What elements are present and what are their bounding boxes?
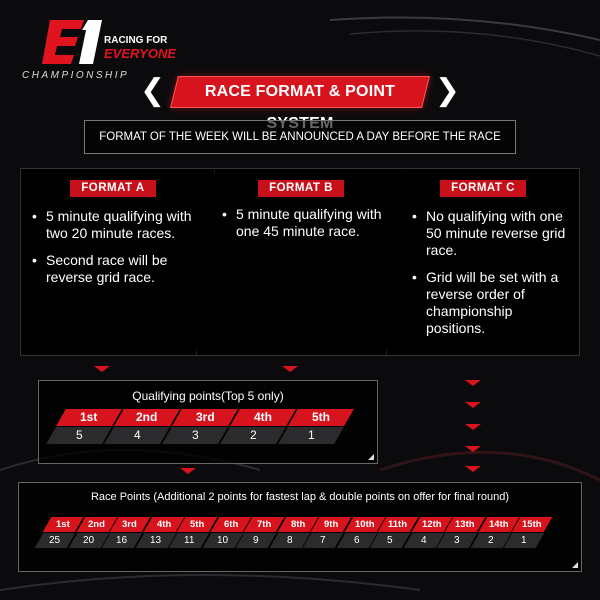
title-banner (140, 72, 460, 112)
race-position: 15th (512, 517, 554, 532)
race-points: 1 (504, 533, 546, 548)
qualifying-points-box (38, 380, 378, 464)
tagline-line-2: EVERYONE (104, 46, 177, 61)
format-c-code: C (506, 182, 515, 194)
race-points: 4 (403, 533, 445, 548)
arrow-down-icon (465, 466, 481, 472)
race-position: 5th (177, 517, 219, 532)
race-points: 8 (269, 533, 311, 548)
race-position: 2nd (76, 517, 118, 532)
race-position: 10th (344, 517, 386, 532)
race-position: 9th (311, 517, 353, 532)
format-b-bullet: • 5 minute qualifying with one 45 minute race. (222, 206, 387, 240)
chevron-right-icon: ❯ (434, 73, 460, 108)
arrow-down-icon (180, 468, 196, 474)
race-points: 10 (202, 533, 244, 548)
announcement-bar: FORMAT OF THE WEEK WILL BE ANNOUNCED A DAY BEFORE THE RACE (84, 120, 516, 154)
qualifying-position: 4th (230, 409, 298, 426)
race-position: 12th (411, 517, 453, 532)
race-points: 2 (470, 533, 512, 548)
race-points: 7 (303, 533, 345, 548)
tagline-line-1: RACING FOR (104, 35, 168, 46)
page-title: RACE FORMAT & POINT (204, 83, 396, 100)
race-position: 4th (143, 517, 185, 532)
format-a-code: A (135, 182, 145, 194)
race-position: 11th (378, 517, 420, 532)
qualifying-points: 5 (46, 427, 114, 444)
qualifying-position: 2nd (114, 409, 182, 426)
race-points-row (39, 533, 542, 548)
race-position: 3rd (110, 517, 152, 532)
arrow-down-icon (465, 402, 481, 408)
race-points: 25 (35, 533, 77, 548)
format-a-tag (70, 180, 156, 197)
race-points-box (18, 482, 582, 572)
race-position: 1st (43, 517, 85, 532)
format-a-bullet: • 5 minute qualifying with two 20 minute races. (32, 208, 197, 242)
format-a-label: FORMAT (81, 182, 133, 194)
race-points: 11 (169, 533, 211, 548)
race-points: 5 (370, 533, 412, 548)
arrow-down-icon (465, 446, 481, 452)
format-c-tag (440, 180, 526, 197)
race-position: 6th (210, 517, 252, 532)
e1-logo-icon (40, 18, 114, 68)
race-points: 20 (68, 533, 110, 548)
format-c-text (412, 208, 572, 347)
qualifying-position: 3rd (172, 409, 240, 426)
qualifying-points: 4 (104, 427, 172, 444)
race-position: 13th (445, 517, 487, 532)
qualifying-position: 1st (56, 409, 124, 426)
format-a-bullet: • Second race will be reverse grid race. (32, 252, 197, 286)
race-points: 13 (135, 533, 177, 548)
qualifying-points: 2 (220, 427, 288, 444)
qualifying-points: 3 (162, 427, 230, 444)
logo-championship: CHAMPIONSHIP (22, 70, 130, 81)
race-points-title: Race Points (Additional 2 points for fastest lap & double points on offer for final round) (90, 491, 510, 503)
race-position: 7th (244, 517, 286, 532)
format-c-label: FORMAT (451, 182, 503, 194)
arrow-down-icon (465, 424, 481, 430)
chevron-left-icon: ❮ (140, 73, 166, 108)
arrow-down-icon (465, 380, 481, 386)
qualifying-title: Qualifying points(Top 5 only) (132, 389, 284, 403)
race-points: 9 (236, 533, 278, 548)
arrow-down-icon (282, 366, 298, 372)
qualifying-points: 1 (278, 427, 346, 444)
format-a-text (32, 208, 197, 296)
qualifying-positions-row (61, 409, 351, 426)
race-positions-row (47, 517, 550, 532)
logo-tagline (104, 34, 176, 60)
qualifying-points-row (51, 427, 341, 444)
qualifying-position: 5th (288, 409, 356, 426)
arrow-down-icon (94, 366, 110, 372)
race-position: 8th (277, 517, 319, 532)
race-points: 16 (102, 533, 144, 548)
format-c-bullet: • Grid will be set with a reverse order of championship positions. (412, 269, 572, 337)
race-position: 14th (478, 517, 520, 532)
format-b-tag (258, 180, 344, 197)
race-points: 6 (336, 533, 378, 548)
format-b-code: B (324, 182, 333, 194)
corner-marker-icon (368, 454, 374, 460)
corner-marker-icon (572, 562, 578, 568)
format-b-text (222, 206, 387, 250)
format-c-bullet: • No qualifying with one 50 minute reverse grid race. (412, 208, 572, 259)
race-points: 3 (437, 533, 479, 548)
format-b-label: FORMAT (269, 182, 321, 194)
